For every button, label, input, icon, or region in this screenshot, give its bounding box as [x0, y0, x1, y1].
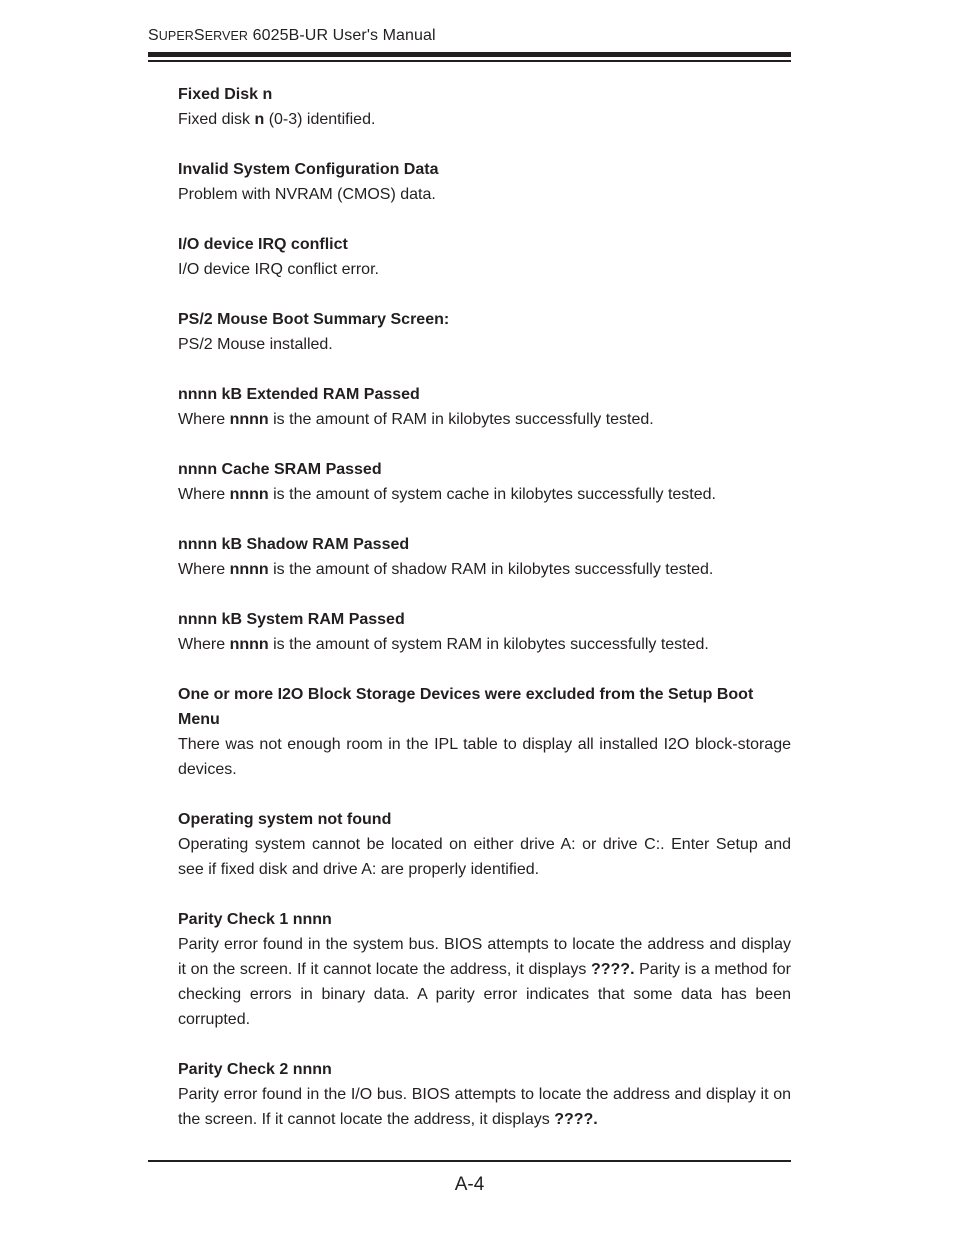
text-run: Operating system cannot be located on either drive A: or drive C:. Enter Setup and see if fixed disk and drive A: are properly identified. [178, 836, 791, 878]
message-title: Fixed Disk n [178, 86, 273, 103]
message-description [178, 182, 791, 207]
header-sc2-first: S [193, 27, 205, 44]
message-entry [178, 907, 791, 1032]
message-description [178, 732, 791, 782]
footer-rule [148, 1160, 791, 1162]
message-entry [178, 682, 791, 782]
bold-term: ????. [554, 1111, 598, 1128]
message-description [178, 1082, 791, 1132]
bold-term: nnnn [229, 561, 269, 578]
bold-term: nnnn [229, 411, 269, 428]
bold-term: n [254, 111, 265, 128]
message-title: nnnn kB Extended RAM Passed [178, 386, 420, 403]
text-run: Parity is a method for checking errors in binary data. A parity error indicates that some data has been corrupted. [178, 961, 791, 1028]
message-description [178, 482, 791, 507]
bold-term: nnnn [229, 486, 269, 503]
text-run: Parity error found in the system bus. BIOS attempts to locate the address and display it on the screen. If it cannot locate the address, it displays [178, 936, 791, 978]
header-sc2-rest: ERVER [204, 29, 249, 43]
text-run: is the amount of system cache in kilobytes successfully tested. [268, 486, 716, 503]
text-run: is the amount of system RAM in kilobytes successfully tested. [268, 636, 709, 653]
message-description [178, 832, 791, 882]
text-run: Parity error found in the I/O bus. BIOS attempts to locate the address and display it on the screen. If it cannot locate the address, it displays [178, 1086, 791, 1128]
message-description [178, 257, 791, 282]
header-rule-thin [148, 60, 791, 62]
header-sc1-rest: UPER [158, 29, 194, 43]
message-title: I/O device IRQ conflict [178, 236, 348, 253]
text-run: Fixed disk [178, 111, 255, 128]
text-run: Where [178, 411, 230, 428]
message-title: One or more I2O Block Storage Devices were excluded from the Setup Boot Menu [178, 686, 754, 728]
text-run: Where [178, 486, 230, 503]
message-title: Operating system not found [178, 811, 392, 828]
message-entry [178, 457, 791, 507]
message-title: PS/2 Mouse Boot Summary Screen: [178, 311, 450, 328]
message-description [178, 332, 791, 357]
text-run: Where [178, 561, 230, 578]
message-entry [178, 382, 791, 432]
message-entry [178, 1057, 791, 1132]
message-description [178, 632, 791, 657]
message-title: Parity Check 1 nnnn [178, 911, 332, 928]
page-number: A-4 [454, 1174, 485, 1195]
message-title: nnnn Cache SRAM Passed [178, 461, 382, 478]
message-entry [178, 157, 791, 207]
text-run: is the amount of shadow RAM in kilobytes successfully tested. [268, 561, 714, 578]
message-entry [178, 232, 791, 282]
message-entry [178, 532, 791, 582]
text-run: Problem with NVRAM (CMOS) data. [178, 186, 436, 203]
header-rule-thick [148, 52, 791, 57]
message-description [178, 107, 791, 132]
message-title: Parity Check 2 nnnn [178, 1061, 332, 1078]
bold-term: nnnn [229, 636, 269, 653]
message-description [178, 407, 791, 432]
text-run: is the amount of RAM in kilobytes successfully tested. [268, 411, 654, 428]
message-entry [178, 82, 791, 132]
header-sc1-first: S [148, 27, 159, 44]
main-content [178, 82, 791, 1157]
message-entry [178, 307, 791, 357]
message-title: nnnn kB Shadow RAM Passed [178, 536, 410, 553]
message-title: nnnn kB System RAM Passed [178, 611, 405, 628]
message-description [178, 932, 791, 1032]
text-run: (0-3) identified. [264, 111, 376, 128]
message-description [178, 557, 791, 582]
text-run: There was not enough room in the IPL table to display all installed I2O block-storage devices. [178, 736, 791, 778]
bold-term: ????. [590, 961, 635, 978]
text-run: Where [178, 636, 230, 653]
text-run: PS/2 Mouse installed. [178, 336, 333, 353]
message-entry [178, 607, 791, 657]
message-title: Invalid System Configuration Data [178, 161, 439, 178]
text-run: I/O device IRQ conflict error. [178, 261, 379, 278]
running-header [148, 27, 436, 45]
header-title-tail: 6025B-UR User's Manual [248, 27, 436, 44]
message-entry [178, 807, 791, 882]
